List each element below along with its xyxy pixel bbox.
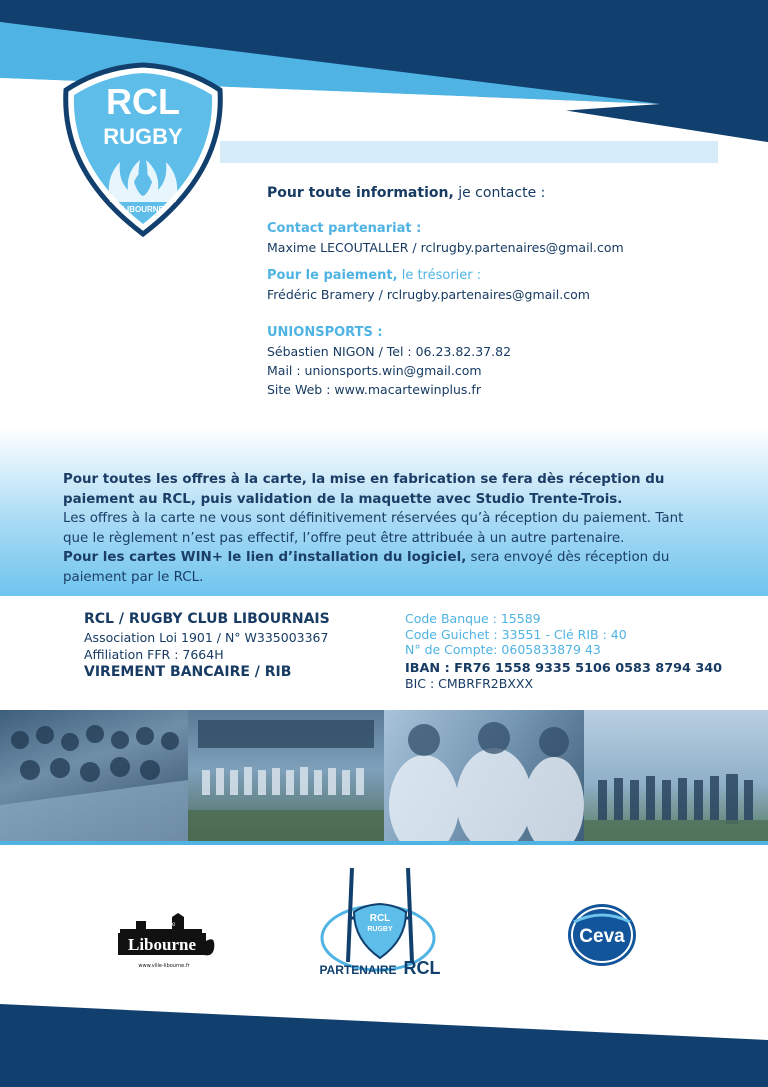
bic: BIC : CMBRFR2BXXX — [405, 676, 534, 691]
club-info — [84, 611, 384, 681]
contact-heading — [267, 184, 737, 203]
rcl-rugby-logo — [60, 62, 226, 237]
code-banque: Code Banque : 15589 — [405, 611, 541, 626]
info-para-3 — [63, 548, 708, 587]
libourne-logo — [116, 911, 220, 973]
ceva-logo — [566, 902, 638, 968]
info-para-2: Les offres à la carte ne vous sont définitivement réservées qu’à réception du paiement. Tant que le règlement n’est pas effectif, l’offre peut être attribuée à un autre partenaire. — [63, 511, 684, 546]
club-name: RCL / RUGBY CLUB LIBOURNAIS — [84, 611, 330, 627]
unionsports-title: UNIONSPORTS : — [267, 325, 383, 340]
unionsports-phone: Sébastien NIGON / Tel : 06.23.82.37.82 — [267, 344, 512, 359]
info-para-1: Pour toutes les offres à la carte, la mise en fabrication se fera dès réception du paiement au RCL, puis validation de la maquette avec Studio Trente-Trois. — [63, 472, 665, 507]
unionsports-website: Site Web : www.macartewinplus.fr — [267, 382, 481, 397]
photo-huddle — [384, 710, 584, 843]
partenaire-rcl-logo — [318, 866, 450, 981]
payment-title-bold: Pour le paiement, — [267, 268, 398, 283]
libourne-small-text: Ville de — [152, 921, 176, 928]
libourne-name: Libourne — [127, 935, 197, 954]
photo-team-stadium — [188, 710, 384, 843]
bank-details — [405, 611, 755, 692]
payment-title — [267, 266, 737, 285]
unionsports-mail: Mail : unionsports.win@gmail.com — [267, 363, 482, 378]
logo-line2: RUGBY — [103, 124, 183, 149]
club-association: Association Loi 1901 / N° W335003367 — [84, 629, 329, 645]
photo-team-field — [584, 710, 768, 843]
payment-title-rest: le trésorier : — [397, 268, 482, 283]
rcl-label: RCL — [403, 958, 441, 978]
info-para-3-bold: Pour les cartes WIN+ le lien d’installation du logiciel, — [63, 550, 467, 565]
logo-city: LIBOURNE — [122, 205, 164, 214]
footer-banner — [0, 990, 768, 1087]
ceva-name: Ceva — [579, 926, 625, 947]
transfer-title: VIREMENT BANCAIRE / RIB — [84, 663, 292, 680]
account-number: N° de Compte: 0605833879 43 — [405, 642, 601, 657]
header-light-bar — [220, 141, 718, 163]
info-band-text — [63, 470, 708, 587]
rcl-badge-line2: RUGBY — [367, 926, 393, 933]
contact-heading-bold: Pour toute information, — [267, 185, 454, 201]
code-guichet: Code Guichet : 33551 - Clé RIB : 40 — [405, 626, 627, 642]
contact-heading-rest: je contacte : — [453, 185, 546, 201]
info-para-3-rest: sera envoyé dès réception du paiement par le RCL. — [63, 550, 670, 585]
libourne-url: www.ville-libourne.fr — [138, 963, 190, 969]
club-affiliation: Affiliation FFR : 7664H — [84, 647, 224, 662]
photo-strip-underline — [0, 841, 768, 845]
contact-block — [267, 184, 737, 399]
payment-line: Frédéric Bramery / rclrugby.partenaires@gmail.com — [267, 287, 590, 302]
partner-contact-line: Maxime LECOUTALLER / rclrugby.partenaires@gmail.com — [267, 240, 624, 255]
rcl-badge-line1: RCL — [369, 913, 391, 924]
photo-strip — [0, 710, 768, 843]
partenaire-label: PARTENAIRE — [319, 963, 397, 977]
partner-contact-title: Contact partenariat : — [267, 221, 422, 236]
photo-supporters — [0, 710, 188, 843]
logo-line1: RCL — [106, 81, 180, 122]
iban: IBAN : FR76 1558 9335 5106 0583 8794 340 — [405, 660, 723, 676]
